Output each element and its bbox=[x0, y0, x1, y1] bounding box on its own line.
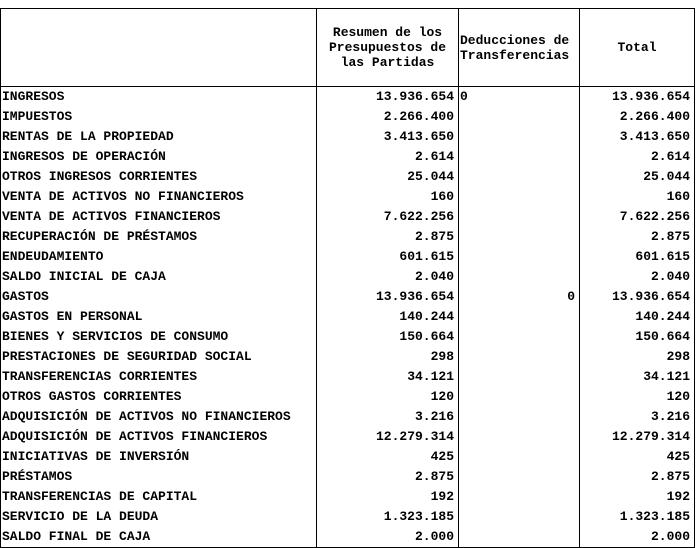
table-row bbox=[1, 227, 695, 247]
table-row bbox=[1, 327, 695, 347]
row-resumen-value: 34.121 bbox=[317, 367, 459, 387]
row-resumen-value: 2.614 bbox=[317, 147, 459, 167]
row-total-value: 120 bbox=[580, 387, 695, 407]
row-deducciones-value bbox=[459, 187, 580, 207]
table-row bbox=[1, 467, 695, 487]
row-deducciones-value bbox=[459, 527, 580, 548]
row-label: ADQUISICIÓN DE ACTIVOS FINANCIEROS bbox=[1, 427, 317, 447]
row-deducciones-value bbox=[459, 147, 580, 167]
row-resumen-value: 425 bbox=[317, 447, 459, 467]
table-row bbox=[1, 447, 695, 467]
table-row bbox=[1, 207, 695, 227]
row-total-value: 192 bbox=[580, 487, 695, 507]
table-row bbox=[1, 347, 695, 367]
row-deducciones-value bbox=[459, 467, 580, 487]
row-total-value: 2.040 bbox=[580, 267, 695, 287]
row-resumen-value: 140.244 bbox=[317, 307, 459, 327]
row-deducciones-value bbox=[459, 247, 580, 267]
row-label: PRÉSTAMOS bbox=[1, 467, 317, 487]
table-row bbox=[1, 247, 695, 267]
row-deducciones-value bbox=[459, 227, 580, 247]
row-total-value: 2.875 bbox=[580, 227, 695, 247]
row-deducciones-value bbox=[459, 407, 580, 427]
table-row bbox=[1, 487, 695, 507]
row-label: OTROS GASTOS CORRIENTES bbox=[1, 387, 317, 407]
row-deducciones-value bbox=[459, 427, 580, 447]
row-deducciones-value bbox=[459, 507, 580, 527]
row-total-value: 12.279.314 bbox=[580, 427, 695, 447]
row-resumen-value: 1.323.185 bbox=[317, 507, 459, 527]
row-total-value: 425 bbox=[580, 447, 695, 467]
header-label bbox=[1, 9, 317, 87]
header-total bbox=[580, 9, 695, 87]
row-deducciones-value bbox=[459, 127, 580, 147]
row-deducciones-value: 0 bbox=[459, 287, 580, 307]
table-row bbox=[1, 427, 695, 447]
row-resumen-value: 13.936.654 bbox=[317, 287, 459, 307]
table-row bbox=[1, 87, 695, 108]
row-label: SALDO FINAL DE CAJA bbox=[1, 527, 317, 548]
row-total-value: 13.936.654 bbox=[580, 287, 695, 307]
row-deducciones-value bbox=[459, 307, 580, 327]
row-total-value: 2.266.400 bbox=[580, 107, 695, 127]
row-deducciones-value bbox=[459, 487, 580, 507]
row-total-value: 601.615 bbox=[580, 247, 695, 267]
row-label: GASTOS EN PERSONAL bbox=[1, 307, 317, 327]
row-label: INGRESOS bbox=[1, 87, 317, 108]
row-resumen-value: 120 bbox=[317, 387, 459, 407]
row-label: VENTA DE ACTIVOS NO FINANCIEROS bbox=[1, 187, 317, 207]
row-deducciones-value bbox=[459, 167, 580, 187]
row-label: TRANSFERENCIAS DE CAPITAL bbox=[1, 487, 317, 507]
row-resumen-value: 160 bbox=[317, 187, 459, 207]
row-total-value: 2.614 bbox=[580, 147, 695, 167]
row-resumen-value: 2.875 bbox=[317, 467, 459, 487]
row-total-value: 1.323.185 bbox=[580, 507, 695, 527]
header-deducciones bbox=[459, 9, 580, 87]
row-resumen-value: 3.413.650 bbox=[317, 127, 459, 147]
row-label: RECUPERACIÓN DE PRÉSTAMOS bbox=[1, 227, 317, 247]
budget-table bbox=[0, 8, 695, 548]
row-total-value: 7.622.256 bbox=[580, 207, 695, 227]
row-total-value: 25.044 bbox=[580, 167, 695, 187]
row-resumen-value: 3.216 bbox=[317, 407, 459, 427]
row-total-value: 3.413.650 bbox=[580, 127, 695, 147]
row-label: VENTA DE ACTIVOS FINANCIEROS bbox=[1, 207, 317, 227]
row-total-value: 160 bbox=[580, 187, 695, 207]
row-deducciones-value bbox=[459, 107, 580, 127]
row-label: SALDO INICIAL DE CAJA bbox=[1, 267, 317, 287]
row-resumen-value: 298 bbox=[317, 347, 459, 367]
row-deducciones-value bbox=[459, 207, 580, 227]
row-total-value: 2.875 bbox=[580, 467, 695, 487]
table-row bbox=[1, 407, 695, 427]
row-resumen-value: 192 bbox=[317, 487, 459, 507]
row-label: ADQUISICIÓN DE ACTIVOS NO FINANCIEROS bbox=[1, 407, 317, 427]
table-row bbox=[1, 167, 695, 187]
table-row bbox=[1, 307, 695, 327]
table-row bbox=[1, 187, 695, 207]
row-total-value: 150.664 bbox=[580, 327, 695, 347]
row-label: TRANSFERENCIAS CORRIENTES bbox=[1, 367, 317, 387]
row-resumen-value: 12.279.314 bbox=[317, 427, 459, 447]
table-row bbox=[1, 367, 695, 387]
table-row bbox=[1, 147, 695, 167]
row-deducciones-value: 0 bbox=[459, 87, 580, 108]
row-label: ENDEUDAMIENTO bbox=[1, 247, 317, 267]
row-deducciones-value bbox=[459, 267, 580, 287]
row-total-value: 2.000 bbox=[580, 527, 695, 548]
header-resumen-text: Resumen de los Presupuestos de las Partidas bbox=[328, 25, 447, 70]
row-resumen-value: 601.615 bbox=[317, 247, 459, 267]
row-total-value: 298 bbox=[580, 347, 695, 367]
row-resumen-value: 2.875 bbox=[317, 227, 459, 247]
table-row bbox=[1, 127, 695, 147]
row-total-value: 3.216 bbox=[580, 407, 695, 427]
row-resumen-value: 25.044 bbox=[317, 167, 459, 187]
row-resumen-value: 2.266.400 bbox=[317, 107, 459, 127]
table-row bbox=[1, 387, 695, 407]
row-resumen-value: 7.622.256 bbox=[317, 207, 459, 227]
row-label: GASTOS bbox=[1, 287, 317, 307]
row-deducciones-value bbox=[459, 387, 580, 407]
row-resumen-value: 13.936.654 bbox=[317, 87, 459, 108]
row-total-value: 34.121 bbox=[580, 367, 695, 387]
row-label: BIENES Y SERVICIOS DE CONSUMO bbox=[1, 327, 317, 347]
row-deducciones-value bbox=[459, 447, 580, 467]
table-row bbox=[1, 507, 695, 527]
header-resumen bbox=[317, 9, 459, 87]
row-label: INICIATIVAS DE INVERSIÓN bbox=[1, 447, 317, 467]
row-resumen-value: 2.000 bbox=[317, 527, 459, 548]
row-resumen-value: 2.040 bbox=[317, 267, 459, 287]
budget-sheet bbox=[0, 8, 694, 548]
row-label: RENTAS DE LA PROPIEDAD bbox=[1, 127, 317, 147]
table-row bbox=[1, 267, 695, 287]
row-deducciones-value bbox=[459, 367, 580, 387]
row-label: PRESTACIONES DE SEGURIDAD SOCIAL bbox=[1, 347, 317, 367]
row-label: SERVICIO DE LA DEUDA bbox=[1, 507, 317, 527]
table-row bbox=[1, 107, 695, 127]
row-total-value: 140.244 bbox=[580, 307, 695, 327]
header-deducciones-text: Deducciones de Transferencias bbox=[460, 32, 570, 63]
row-deducciones-value bbox=[459, 347, 580, 367]
row-resumen-value: 150.664 bbox=[317, 327, 459, 347]
row-total-value: 13.936.654 bbox=[580, 87, 695, 108]
budget-body bbox=[1, 87, 695, 548]
row-deducciones-value bbox=[459, 327, 580, 347]
header-total-text: Total bbox=[617, 40, 657, 55]
row-label: INGRESOS DE OPERACIÓN bbox=[1, 147, 317, 167]
row-label: OTROS INGRESOS CORRIENTES bbox=[1, 167, 317, 187]
row-label: IMPUESTOS bbox=[1, 107, 317, 127]
table-row bbox=[1, 527, 695, 548]
header-row bbox=[1, 9, 695, 87]
table-row bbox=[1, 287, 695, 307]
